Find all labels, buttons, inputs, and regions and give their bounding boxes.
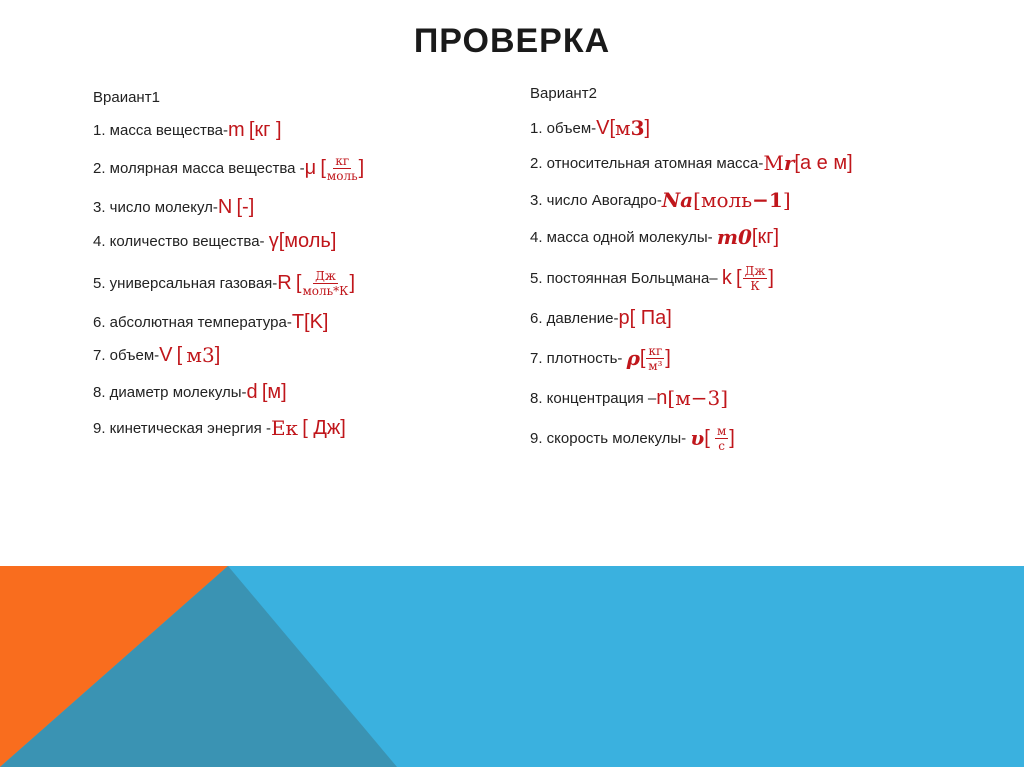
unit-bracket: ] (665, 346, 671, 369)
unit-bracket: ] (358, 156, 365, 179)
item-label: 8. концентрация – (530, 389, 657, 407)
list-item (530, 340, 671, 376)
item-unit: [кг ] (248, 118, 282, 141)
fraction-numerator: Дж (315, 268, 336, 283)
variant1-heading: Враиант1 (93, 88, 160, 106)
list-item (93, 115, 282, 145)
item-symbol: γ (268, 229, 279, 252)
item-label: 7. объем- (93, 346, 160, 364)
variant2-heading: Вариант2 (530, 84, 597, 102)
item-unit: [-] (236, 195, 255, 218)
item-label: 2. молярная масса вещества - (93, 159, 305, 177)
unit-bracket: [ (609, 116, 616, 139)
list-item (93, 377, 287, 407)
list-item (530, 260, 774, 296)
list-item: 3. число Авогадро- N a [ моль −1 ] (530, 188, 791, 212)
unit-bracket: [ (295, 271, 302, 294)
list-item (530, 420, 735, 456)
item-unit: моль (700, 188, 753, 212)
fraction-denominator: м³ (648, 358, 663, 373)
item-symbol: m (716, 225, 738, 249)
item-symbol: T (291, 310, 305, 333)
item-unit: м (615, 116, 631, 140)
item-symbol: d (246, 380, 258, 403)
item-symbol: N (661, 188, 681, 212)
item-label: 5. постоянная Больцмана– (530, 269, 718, 287)
unit-bracket: ] (644, 116, 651, 139)
item-symbol: k (721, 266, 732, 289)
item-unit: м (675, 386, 691, 410)
unit-bracket: [ (736, 266, 742, 289)
unit-fraction (302, 269, 348, 298)
item-label: 8. диаметр молекулы- (93, 383, 247, 401)
unit-bracket: ] (349, 271, 356, 294)
list-item: 7. объем- V [ м 3 ] (93, 343, 221, 367)
list-item: 4. масса одной молекулы- m 0 [кг] (530, 225, 780, 249)
item-label: 3. число Авогадро- (530, 191, 662, 209)
item-label: 9. скорость молекулы- (530, 429, 687, 447)
item-label: 3. число молекул- (93, 198, 218, 216)
item-unit: м (186, 343, 202, 367)
item-label: 6. абсолютная температура- (93, 313, 292, 331)
unit-bracket: [ (693, 188, 701, 212)
item-label: 1. объем- (530, 119, 597, 137)
item-symbol: V (596, 116, 610, 139)
item-label: 6. давление- (530, 309, 619, 327)
unit-bracket: [ (704, 426, 710, 449)
item-unit: [ Дж] (302, 416, 346, 439)
unit-bracket: ] (214, 343, 221, 366)
item-label: 4. масса одной молекулы- (530, 228, 713, 246)
item-unit: [моль] (278, 229, 337, 252)
unit-bracket: [ (667, 386, 676, 410)
unit-bracket: ] (720, 386, 729, 410)
item-symbol: R (277, 271, 292, 294)
list-item: 2. относительная атомная масса- M r [а е м] (530, 151, 853, 175)
unit-fraction (327, 154, 358, 183)
list-item (530, 303, 672, 333)
unit-fraction (646, 344, 664, 373)
item-label: 1. масса вещества- (93, 121, 229, 139)
fraction-denominator: моль*К (302, 283, 349, 298)
item-label: 9. кинетическая энергия - (93, 419, 271, 437)
item-unit: [ Па] (629, 306, 672, 329)
item-unit: [м] (261, 380, 287, 403)
item-symbol: m (228, 118, 245, 141)
fraction-denominator: К (750, 278, 760, 293)
item-symbol: N (217, 195, 233, 218)
item-symbol: υ (690, 426, 705, 450)
item-label: 2. относительная атомная масса- (530, 154, 764, 172)
item-symbol: μ (304, 156, 317, 179)
list-item: 8. концентрация – n [ м −3 ] (530, 386, 729, 410)
unit-bracket: [ (176, 343, 183, 366)
list-item (93, 265, 355, 301)
item-label: 5. универсальная газовая- (93, 274, 278, 292)
fraction-numerator: кг (335, 153, 350, 168)
list-item (93, 307, 328, 337)
list-item (93, 150, 364, 186)
item-unit: [кг] (751, 225, 780, 248)
item-symbol: V (159, 343, 173, 366)
item-symbol: n (656, 386, 668, 409)
slide-title: ПРОВЕРКА (413, 22, 611, 60)
item-symbol: E (270, 416, 286, 440)
list-item (93, 226, 336, 256)
fraction-numerator: м (716, 423, 727, 438)
item-unit: [а е м] (794, 151, 853, 174)
decorative-footer-band (0, 566, 1024, 767)
list-item (93, 192, 254, 222)
item-label: 4. количество вещества- (93, 232, 265, 250)
unit-bracket: ] (768, 266, 774, 289)
item-symbol: M (763, 151, 784, 175)
list-item: 9. кинетическая энергия - E к [ Дж] (93, 416, 346, 440)
item-symbol: p (618, 306, 630, 329)
unit-fraction (743, 264, 768, 293)
unit-bracket: ] (782, 188, 791, 212)
fraction-denominator: моль (326, 168, 358, 183)
unit-bracket: [ (639, 346, 646, 369)
unit-bracket: [ (320, 156, 326, 179)
fraction-denominator: с (718, 438, 725, 453)
list-item: 1. объем- V [ м 3 ] (530, 116, 651, 140)
unit-fraction (715, 424, 728, 453)
fraction-numerator: кг (648, 343, 663, 358)
item-unit: [K] (304, 310, 329, 333)
item-symbol: ρ (626, 346, 640, 370)
unit-bracket: ] (729, 426, 735, 449)
item-label: 7. плотность- (530, 349, 623, 367)
fraction-numerator: Дж (744, 263, 766, 278)
